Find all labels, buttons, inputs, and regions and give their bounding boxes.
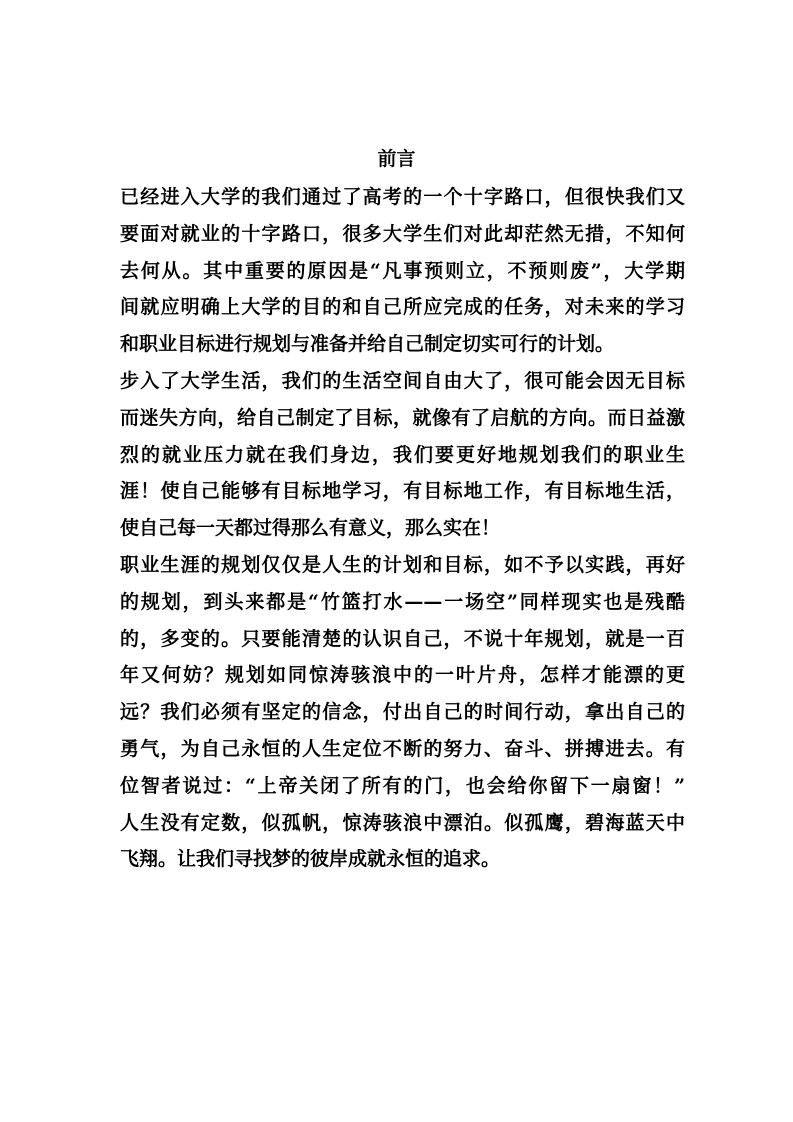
text-line: 使自己每一天都过得那么有意义，那么实在！ bbox=[120, 517, 501, 540]
page-title: 前言 bbox=[377, 148, 416, 170]
text-line: 去何从。其中重要的原因是“凡事预则立，不预则废”，大学期 bbox=[120, 259, 685, 282]
text-line: 涯！使自己能够有目标地学习，有目标地工作，有目标地生活， bbox=[120, 480, 685, 503]
text-line: 而迷失方向，给自己制定了目标，就像有了启航的方向。而日益激 bbox=[120, 406, 685, 429]
text-line: 的规划，到头来都是“竹篮打水——一场空”同样现实也是残酷 bbox=[120, 590, 685, 613]
text-line: 位智者说过：“上帝关闭了所有的门，也会给你留下一扇窗！” bbox=[120, 774, 685, 797]
text-line: 的，多变的。只要能清楚的认识自己，不说十年规划，就是一百 bbox=[120, 627, 685, 650]
text-line: 要面对就业的十字路口，很多大学生们对此却茫然无措，不知何 bbox=[120, 222, 685, 245]
body-text bbox=[120, 179, 685, 878]
text-line: 勇气，为自己永恒的人生定位不断的努力、奋斗、拼搏进去。有 bbox=[120, 737, 685, 760]
text-line: 飞翔。让我们寻找梦的彼岸成就永恒的追求。 bbox=[120, 848, 501, 871]
text-line: 职业生涯的规划仅仅是人生的计划和目标，如不予以实践，再好 bbox=[120, 553, 685, 576]
text-line: 烈的就业压力就在我们身边，我们要更好地规划我们的职业生 bbox=[120, 443, 685, 466]
text-line: 人生没有定数，似孤帆，惊涛骇浪中漂泊。似孤鹰，碧海蓝天中 bbox=[120, 811, 685, 834]
text-line: 年又何妨？规划如同惊涛骇浪中的一叶片舟，怎样才能漂的更 bbox=[120, 664, 685, 687]
text-line: 间就应明确上大学的目的和自己所应完成的任务，对未来的学习 bbox=[120, 296, 685, 319]
text-line: 已经进入大学的我们通过了高考的一个十字路口，但很快我们又 bbox=[120, 186, 685, 208]
text-line: 步入了大学生活，我们的生活空间自由大了，很可能会因无目标 bbox=[120, 369, 685, 392]
text-line: 和职业目标进行规划与准备并给自己制定切实可行的计划。 bbox=[120, 333, 615, 356]
text-line: 远？我们必须有坚定的信念，付出自己的时间行动，拿出自己的 bbox=[120, 701, 685, 724]
